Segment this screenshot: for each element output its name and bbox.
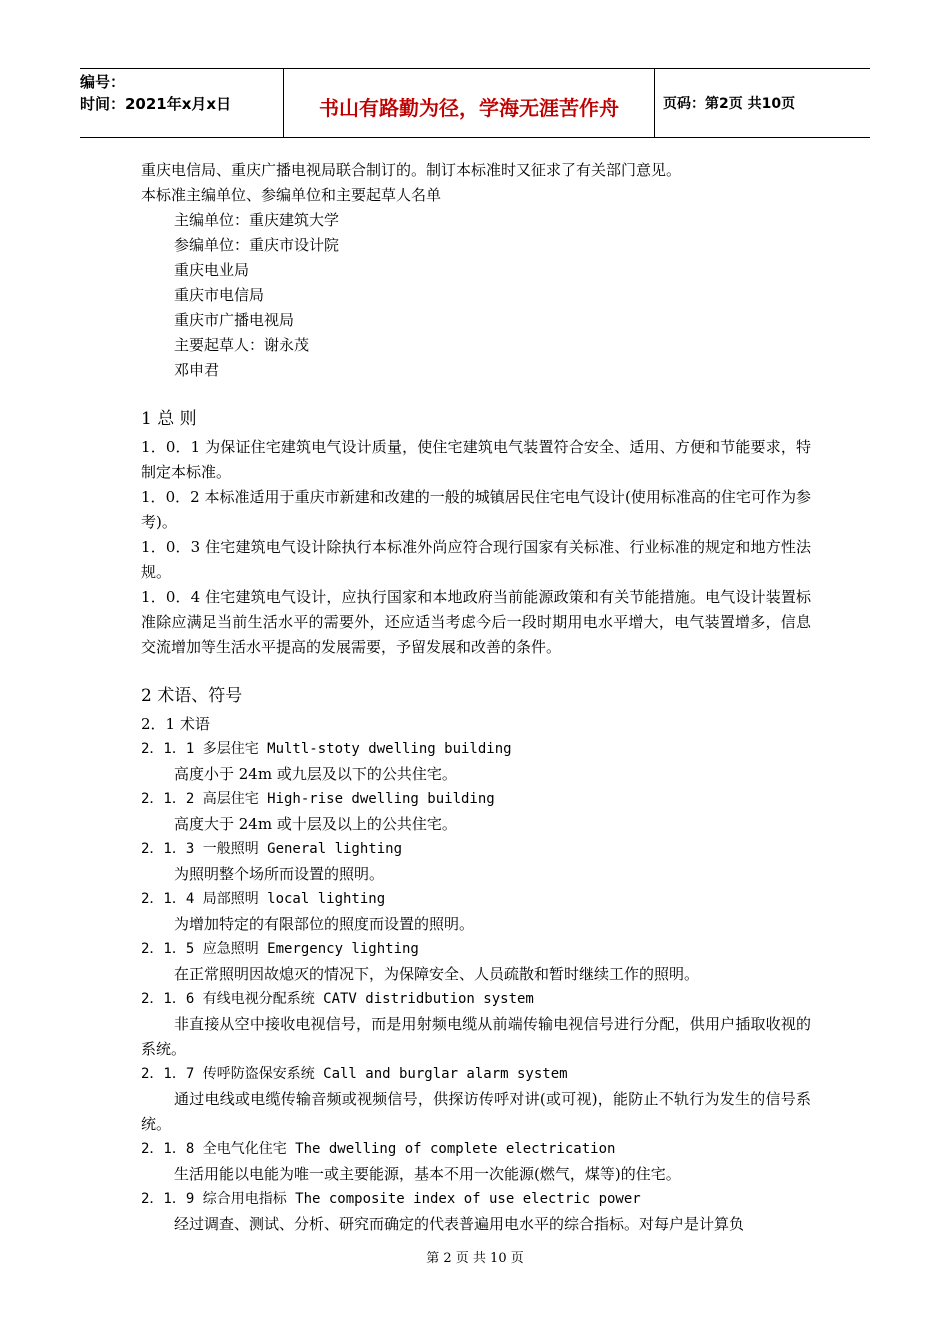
doc-number-label: 编号： bbox=[80, 73, 126, 91]
term-definition: 为照明整个场所而设置的照明。 bbox=[174, 865, 385, 883]
drafter: 邓申君 bbox=[174, 361, 220, 379]
drafter: 主要起草人：谢永茂 bbox=[174, 336, 310, 354]
term-definition: 通过电线或电缆传输音频或视频信号，供探访传呼对讲(或可视)，能防止不轨行为发生的信号系统。 bbox=[141, 1090, 811, 1133]
doc-time-label: 时间：2021年x月x日 bbox=[80, 95, 232, 113]
clause: 1．0．3 住宅建筑电气设计除执行本标准外尚应符合现行国家有关标准、行业标准的规定和地方性法规。 bbox=[141, 538, 811, 581]
term-definition: 在正常照明因故熄灭的情况下，为保障安全、人员疏散和暂时继续工作的照明。 bbox=[174, 965, 700, 983]
editor-unit: 主编单位：重庆建筑大学 bbox=[174, 211, 340, 229]
clause: 1．0．1 为保证住宅建筑电气设计质量，使住宅建筑电气装置符合安全、适用、方便和节能要求，特制定本标准。 bbox=[141, 438, 811, 481]
term: 2．1．4 局部照明 local lighting bbox=[141, 891, 386, 907]
clause: 1．0．4 住宅建筑电气设计，应执行国家和本地政府当前能源政策和有关节能措施。电气设计装置标准除应满足当前生活水平的需要外，还应适当考虑今后一段时期用电水平增大，电气装置增多，信息交流增加等生活水平提高的发展需要，予留发展和改善的条件。 bbox=[141, 588, 811, 656]
term-definition: 生活用能以电能为唯一或主要能源，基本不用一次能源(燃气，煤等)的住宅。 bbox=[174, 1165, 681, 1183]
header-page-number: 页码：第2页 共10页 bbox=[663, 96, 796, 112]
paragraph: 重庆电信局、重庆广播电视局联合制订的。制订本标准时又征求了有关部门意见。 bbox=[141, 161, 682, 179]
term: 2．1．9 综合用电指标 The composite index of use electric power bbox=[141, 1191, 641, 1207]
document-body bbox=[141, 158, 811, 1237]
term: 2．1．8 全电气化住宅 The dwelling of complete electrication bbox=[141, 1141, 616, 1157]
participating-unit: 重庆市广播电视局 bbox=[174, 311, 295, 329]
participating-unit: 重庆市电信局 bbox=[174, 286, 265, 304]
section-heading: 1 总 则 bbox=[141, 409, 197, 429]
term-definition: 为增加特定的有限部位的照度而设置的照明。 bbox=[174, 915, 475, 933]
page-footer: 第 2 页 共 10 页 bbox=[426, 1251, 524, 1266]
term-definition: 非直接从空中接收电视信号，而是用射频电缆从前端传输电视信号进行分配，供用户插取收视的系统。 bbox=[141, 1015, 811, 1058]
paragraph: 本标准主编单位、参编单位和主要起草人名单 bbox=[141, 186, 442, 204]
participating-unit: 重庆电业局 bbox=[174, 261, 250, 279]
header-meta bbox=[80, 69, 283, 137]
page-header bbox=[80, 68, 870, 138]
term: 2．1．7 传呼防盗保安系统 Call and burglar alarm system bbox=[141, 1066, 568, 1082]
clause: 1．0．2 本标准适用于重庆市新建和改建的一般的城镇居民住宅电气设计(使用标准高的住宅可作为参考)。 bbox=[141, 488, 811, 531]
header-motto: 书山有路勤为径，学海无涯苦作舟 bbox=[283, 69, 655, 137]
term-definition: 经过调查、测试、分析、研究而确定的代表普遍用电水平的综合指标。对每户是计算负 bbox=[174, 1215, 745, 1233]
term: 2．1．6 有线电视分配系统 CATV distridbution system bbox=[141, 991, 534, 1007]
term: 2．1．3 一般照明 General lighting bbox=[141, 841, 403, 857]
participating-unit: 参编单位：重庆市设计院 bbox=[174, 236, 340, 254]
term-definition: 高度小于 24m 或九层及以下的公共住宅。 bbox=[174, 765, 457, 783]
term: 2．1．1 多层住宅 Multl-stoty dwelling building bbox=[141, 741, 512, 757]
term: 2．1．2 高层住宅 High-rise dwelling building bbox=[141, 791, 495, 807]
subsection-heading: 2．1 术语 bbox=[141, 715, 210, 733]
term-definition: 高度大于 24m 或十层及以上的公共住宅。 bbox=[174, 815, 457, 833]
section-heading: 2 术语、符号 bbox=[141, 686, 243, 706]
term: 2．1．5 应急照明 Emergency lighting bbox=[141, 941, 419, 957]
